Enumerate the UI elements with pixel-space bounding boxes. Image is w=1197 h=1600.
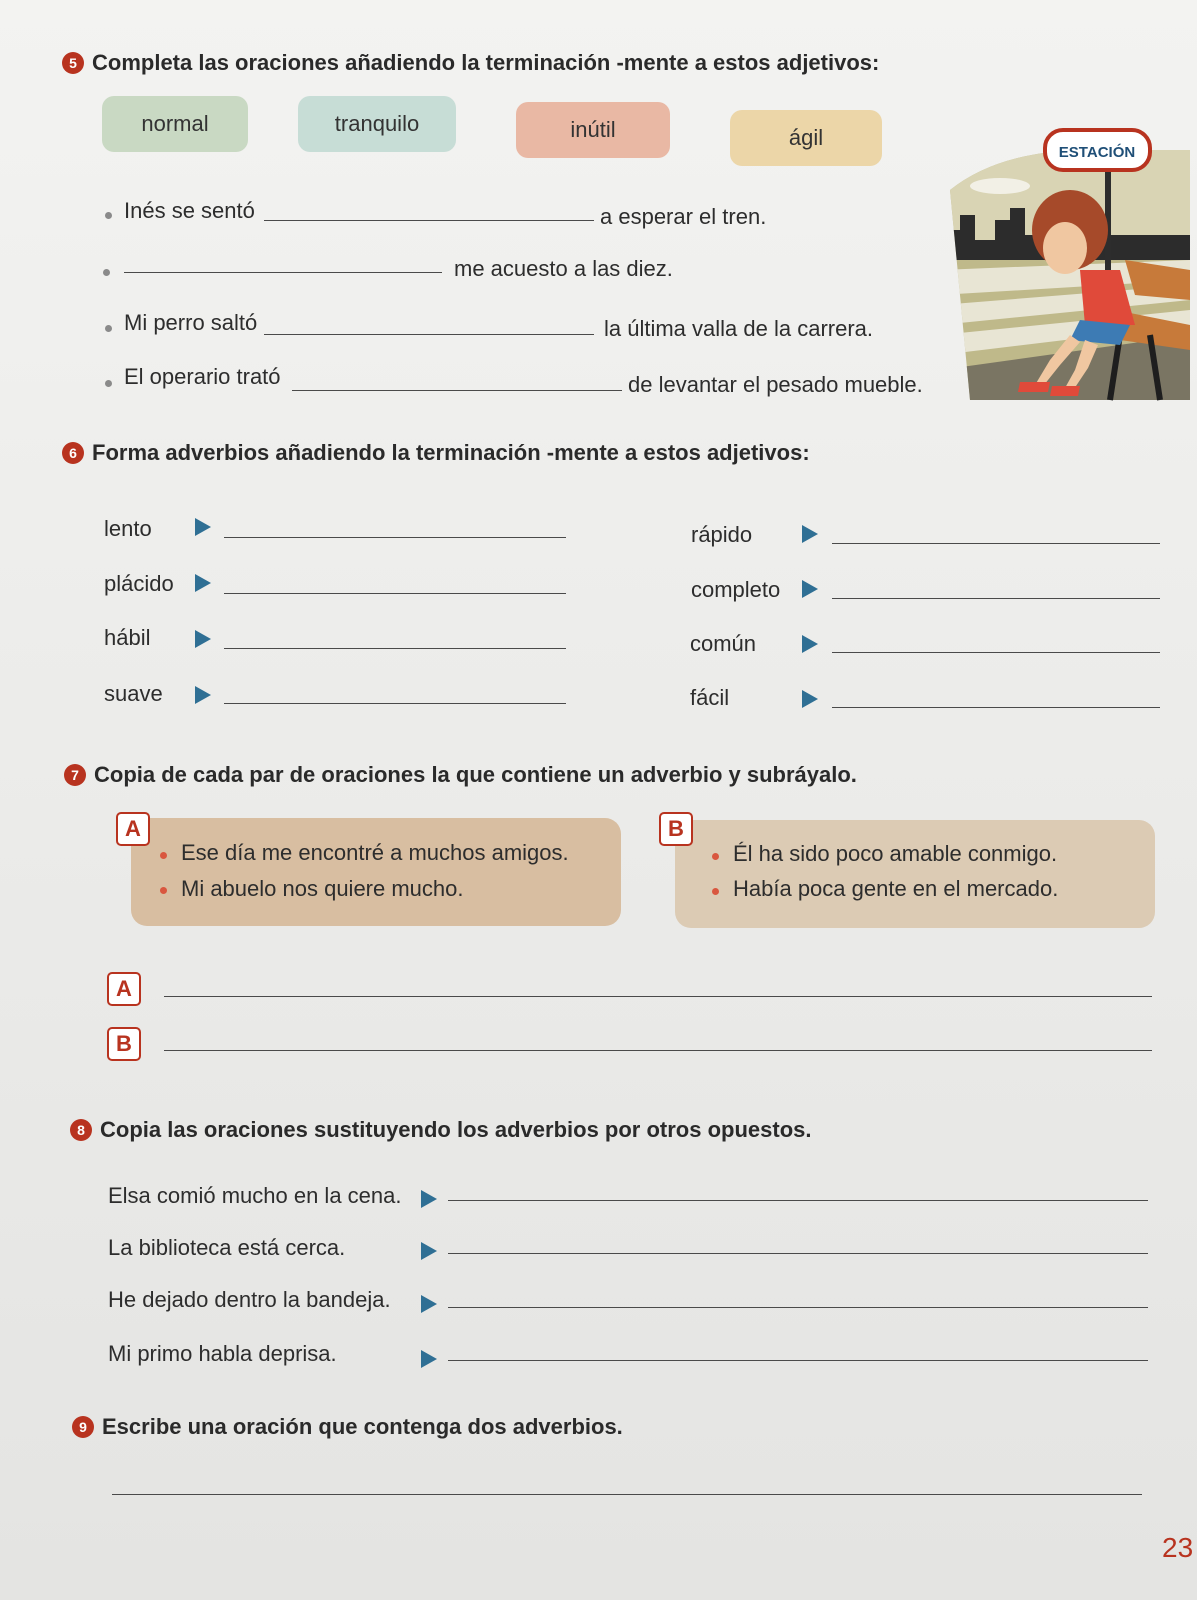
sentence: La biblioteca está cerca. xyxy=(108,1235,346,1260)
bullet xyxy=(105,325,112,332)
answer-line[interactable] xyxy=(264,334,594,335)
station-sign-text: ESTACIÓN xyxy=(1058,144,1136,161)
exercise-7-title xyxy=(64,762,857,788)
answer-line[interactable] xyxy=(448,1253,1148,1254)
bullet xyxy=(105,380,112,387)
answer-line[interactable] xyxy=(264,220,594,221)
arrow-icon xyxy=(421,1350,437,1368)
adjective-chip: tranquilo xyxy=(298,96,456,152)
sentence-end: la última valla de la carrera. xyxy=(604,316,874,341)
adjective-word: suave xyxy=(104,681,163,706)
arrow-icon xyxy=(195,518,211,536)
bullet xyxy=(160,852,167,859)
option-tag-b: B xyxy=(659,812,693,846)
answer-line[interactable] xyxy=(164,1050,1152,1051)
arrow-icon xyxy=(195,630,211,648)
adjective-word: lento xyxy=(104,516,152,541)
exercise-instruction: Completa las oraciones añadiendo la terminación -mente a estos adjetivos: xyxy=(92,50,880,75)
bullet xyxy=(712,888,719,895)
answer-line[interactable] xyxy=(448,1200,1148,1201)
bullet xyxy=(160,887,167,894)
option-tag-a: A xyxy=(116,812,150,846)
exercise-instruction: Forma adverbios añadiendo la terminación -mente a estos adjetivos: xyxy=(92,440,810,465)
sentence: He dejado dentro la bandeja. xyxy=(108,1287,391,1312)
exercise-number-badge: 7 xyxy=(64,764,86,786)
exercise-8-title xyxy=(70,1117,811,1143)
adjective-chip: ágil xyxy=(730,110,882,166)
answer-line[interactable] xyxy=(448,1307,1148,1308)
adjective-word: plácido xyxy=(104,571,174,596)
sentence-end: a esperar el tren. xyxy=(600,204,767,229)
sentence-pair-box-a xyxy=(131,818,621,926)
exercise-number-badge: 9 xyxy=(72,1416,94,1438)
answer-line[interactable] xyxy=(224,648,566,649)
arrow-icon xyxy=(802,690,818,708)
arrow-icon xyxy=(421,1242,437,1260)
sentence-end: de levantar el pesado mueble. xyxy=(628,372,923,397)
page-number: 23 xyxy=(1162,1532,1194,1563)
adjective-word: rápido xyxy=(691,522,753,547)
answer-line[interactable] xyxy=(164,996,1152,997)
answer-line[interactable] xyxy=(124,272,442,273)
answer-line[interactable] xyxy=(832,543,1160,544)
answer-line[interactable] xyxy=(224,703,566,704)
exercise-9-title xyxy=(72,1414,623,1440)
adjective-word: fácil xyxy=(690,685,730,710)
exercise-instruction: Copia las oraciones sustituyendo los adverbios por otros opuestos. xyxy=(100,1117,812,1142)
exercise-number-badge: 5 xyxy=(62,52,84,74)
exercise-instruction: Escribe una oración que contenga dos adverbios. xyxy=(102,1414,623,1439)
adjective-word: hábil xyxy=(104,625,151,650)
arrow-icon xyxy=(802,525,818,543)
sentence-pair-box-b xyxy=(675,820,1155,928)
sentence: Él ha sido poco amable conmigo. xyxy=(733,841,1058,866)
arrow-icon xyxy=(421,1190,437,1208)
answer-line[interactable] xyxy=(832,652,1160,653)
sentence-end: me acuesto a las diez. xyxy=(454,256,673,281)
answer-line[interactable] xyxy=(832,598,1160,599)
adjective-chip: inútil xyxy=(516,102,670,158)
bullet xyxy=(103,269,110,276)
sentence-start: Inés se sentó xyxy=(124,198,255,223)
arrow-icon xyxy=(195,574,211,592)
arrow-icon xyxy=(802,580,818,598)
sentence: Había poca gente en el mercado. xyxy=(733,876,1059,901)
sentence-start: El operario trató xyxy=(124,364,281,389)
sentence: Mi abuelo nos quiere mucho. xyxy=(181,876,464,901)
exercise-number-badge: 6 xyxy=(62,442,84,464)
exercise-6-title xyxy=(62,440,810,466)
adjective-chip: normal xyxy=(102,96,248,152)
sentence: Elsa comió mucho en la cena. xyxy=(108,1183,402,1208)
answer-line[interactable] xyxy=(448,1360,1148,1361)
bullet xyxy=(105,212,112,219)
arrow-icon xyxy=(421,1295,437,1313)
sentence-start: Mi perro saltó xyxy=(124,310,258,335)
answer-tag-b: B xyxy=(107,1027,141,1061)
sentence: Ese día me encontré a muchos amigos. xyxy=(181,840,569,865)
exercise-instruction: Copia de cada par de oraciones la que contiene un adverbio y subráyalo. xyxy=(94,762,857,787)
sentence: Mi primo habla deprisa. xyxy=(108,1341,337,1366)
exercise-number-badge: 8 xyxy=(70,1119,92,1141)
answer-tag-a: A xyxy=(107,972,141,1006)
adjective-word: completo xyxy=(691,577,781,602)
arrow-icon xyxy=(802,635,818,653)
arrow-icon xyxy=(195,686,211,704)
answer-line[interactable] xyxy=(112,1494,1142,1495)
answer-line[interactable] xyxy=(832,707,1160,708)
adjective-word: común xyxy=(690,631,757,656)
answer-line[interactable] xyxy=(224,537,566,538)
bullet xyxy=(712,853,719,860)
exercise-5-title xyxy=(62,50,879,76)
station-illustration xyxy=(940,120,1190,410)
answer-line[interactable] xyxy=(224,593,566,594)
answer-line[interactable] xyxy=(292,390,622,391)
